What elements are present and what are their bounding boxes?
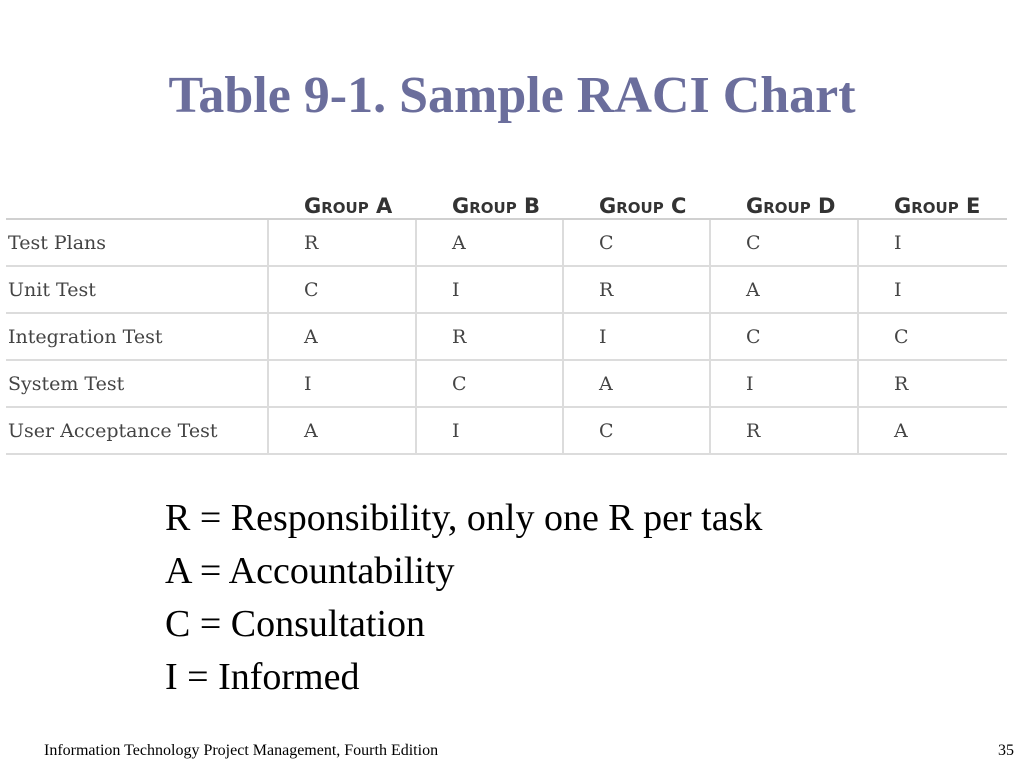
raci-cell: I (710, 360, 858, 407)
raci-cell: A (858, 407, 1007, 454)
raci-cell: I (858, 219, 1007, 266)
raci-cell: R (710, 407, 858, 454)
table-row (6, 360, 1007, 407)
raci-cell: C (858, 313, 1007, 360)
table-row (6, 407, 1007, 454)
page-number: 35 (998, 742, 1014, 759)
row-task-label: Unit Test (6, 266, 268, 313)
raci-cell: A (268, 313, 416, 360)
raci-cell: I (416, 266, 563, 313)
footer-text: Information Technology Project Management, Fourth Edition (44, 742, 439, 759)
column-header-group-b: Group B (416, 190, 563, 219)
raci-table (6, 190, 1007, 455)
slide-title: Table 9-1. Sample RACI Chart (168, 67, 856, 124)
raci-cell: I (416, 407, 563, 454)
legend-item-consultation: C = Consultation (165, 603, 426, 645)
raci-cell: I (858, 266, 1007, 313)
table-row (6, 266, 1007, 313)
table-row (6, 313, 1007, 360)
raci-cell: R (563, 266, 710, 313)
column-header-group-e: Group E (858, 190, 1007, 219)
raci-cell: C (710, 219, 858, 266)
raci-cell: R (268, 219, 416, 266)
raci-cell: A (710, 266, 858, 313)
raci-cell: A (268, 407, 416, 454)
table-row (6, 219, 1007, 266)
raci-cell: I (268, 360, 416, 407)
column-header-group-d: Group D (710, 190, 858, 219)
raci-cell: R (416, 313, 563, 360)
legend-item-accountability: A = Accountability (165, 550, 455, 592)
raci-cell: C (710, 313, 858, 360)
raci-cell: A (416, 219, 563, 266)
raci-cell: C (268, 266, 416, 313)
legend-item-informed: I = Informed (165, 656, 360, 698)
table-header-row (6, 190, 1007, 219)
column-header-group-a: Group A (268, 190, 416, 219)
legend-item-responsibility: R = Responsibility, only one R per task (165, 497, 763, 539)
raci-cell: R (858, 360, 1007, 407)
raci-cell: C (563, 219, 710, 266)
row-task-label: System Test (6, 360, 268, 407)
table-corner-header (6, 190, 268, 219)
raci-cell: A (563, 360, 710, 407)
raci-cell: C (563, 407, 710, 454)
row-task-label: Test Plans (6, 219, 268, 266)
column-header-group-c: Group C (563, 190, 710, 219)
raci-legend (165, 492, 762, 704)
row-task-label: User Acceptance Test (6, 407, 268, 454)
row-task-label: Integration Test (6, 313, 268, 360)
raci-cell: C (416, 360, 563, 407)
raci-cell: I (563, 313, 710, 360)
